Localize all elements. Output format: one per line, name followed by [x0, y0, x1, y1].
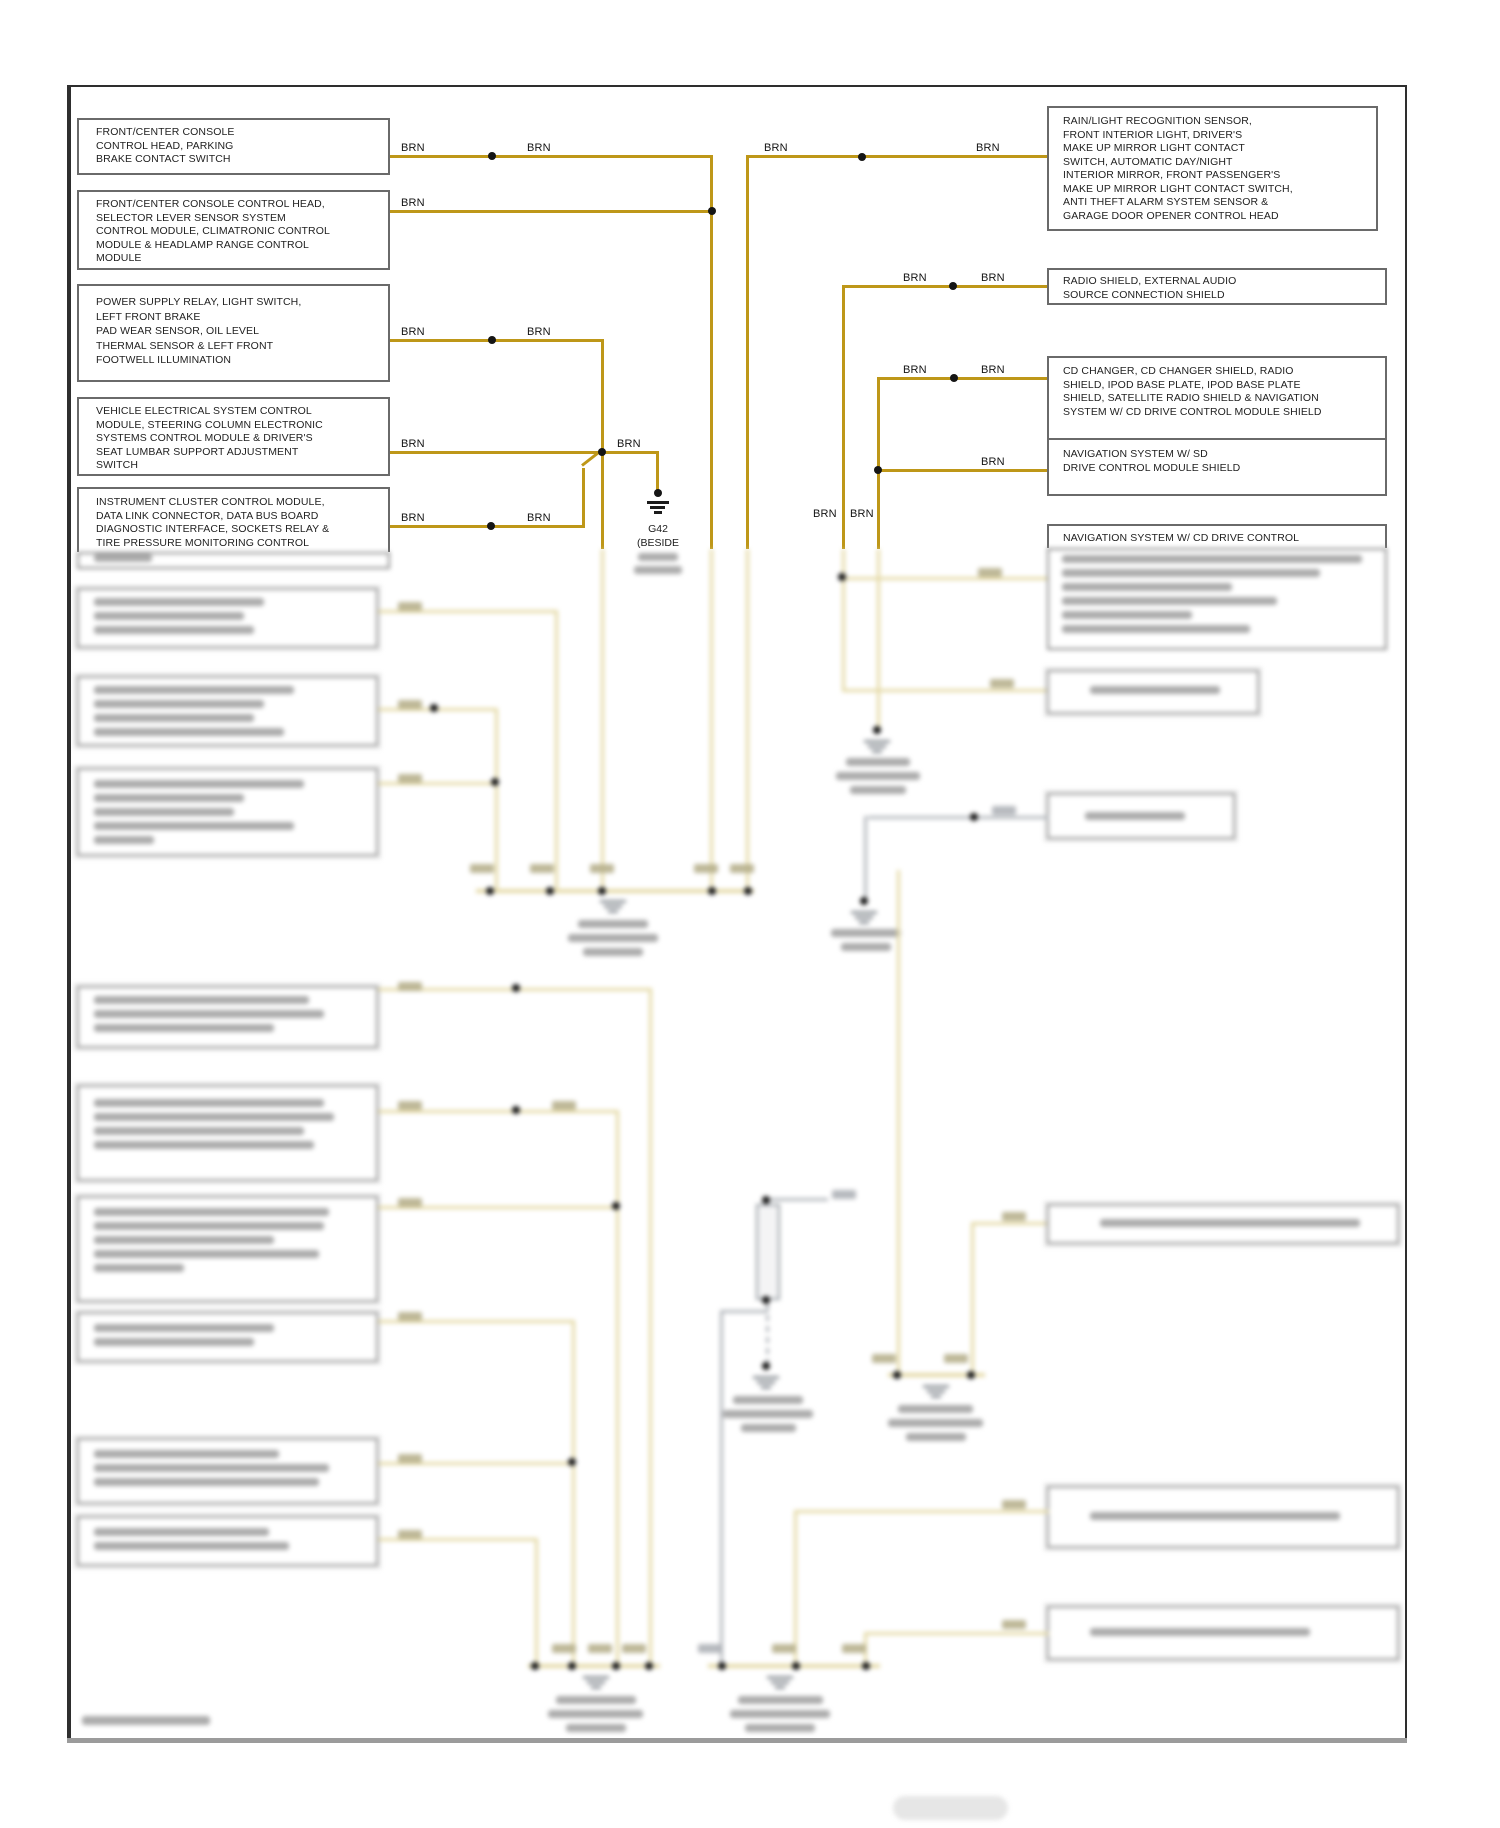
box-text-line: SWITCH — [96, 459, 139, 471]
wire-label-brn: BRN — [903, 272, 927, 284]
box-text-line: SOURCE CONNECTION SHIELD — [1063, 288, 1225, 301]
box-text-line: FRONT INTERIOR LIGHT, DRIVER'S — [1063, 128, 1243, 141]
box-text-line: POWER SUPPLY RELAY, LIGHT SWITCH, — [96, 296, 302, 308]
box-text-line: DIAGNOSTIC INTERFACE, SOCKETS RELAY & — [96, 523, 330, 535]
ground-location-label: (BESIDE — [636, 537, 680, 549]
box-text-line: ANTI THEFT ALARM SYSTEM SENSOR & — [1063, 196, 1269, 208]
box-text-line: MODULE — [96, 252, 142, 264]
stray-smudge — [893, 1796, 1008, 1820]
box-text-line: NAVIGATION SYSTEM W/ CD DRIVE CONTROL — [1063, 532, 1300, 544]
box-text-line: MAKE UP MIRROR LIGHT CONTACT — [1063, 142, 1245, 154]
wire-label-brn: BRN — [981, 272, 1005, 284]
wire-label-brn: BRN — [527, 142, 551, 154]
box-text-line: SYSTEMS CONTROL MODULE & DRIVER'S — [96, 432, 313, 444]
wire-label-brn: BRN — [527, 512, 551, 524]
wire-label-brn: BRN — [617, 438, 641, 450]
component-box-blurred — [77, 1312, 378, 1362]
wire-label-brn: BRN — [401, 142, 425, 154]
box-text-line: FOOTWELL ILLUMINATION — [96, 354, 232, 366]
box-text-line: SHIELD, IPOD BASE PLATE, IPOD BASE PLATE — [1063, 378, 1301, 391]
box-text-line: CD CHANGER, CD CHANGER SHIELD, RADIO — [1063, 365, 1294, 377]
box-text-line: INSTRUMENT CLUSTER CONTROL MODULE, — [96, 496, 325, 508]
wire-label-brn: BRN — [764, 142, 788, 154]
box-text-line: LEFT FRONT BRAKE — [96, 310, 201, 323]
box-text-line: DATA LINK CONNECTOR, DATA BUS BOARD — [96, 509, 319, 522]
wire-label-brn: BRN — [981, 364, 1005, 376]
wire-label-brn: BRN — [976, 142, 1000, 154]
box-text-line: VEHICLE ELECTRICAL SYSTEM CONTROL — [96, 405, 312, 417]
wire-label-brn: BRN — [981, 456, 1005, 468]
box-text-line: RAIN/LIGHT RECOGNITION SENSOR, — [1063, 115, 1252, 127]
box-text-line: SELECTOR LEVER SENSOR SYSTEM — [96, 211, 286, 224]
wire-label-brn: BRN — [401, 326, 425, 338]
box-text-line: FRONT/CENTER CONSOLE CONTROL HEAD, — [96, 198, 325, 210]
box-text-line: CONTROL HEAD, PARKING — [96, 139, 234, 152]
box-text-line: MAKE UP MIRROR LIGHT CONTACT SWITCH, — [1063, 182, 1293, 195]
wire-label-brn: BRN — [527, 326, 551, 338]
box-text-line: THERMAL SENSOR & LEFT FRONT — [96, 339, 274, 352]
box-text-line: DRIVE CONTROL MODULE SHIELD — [1063, 461, 1241, 474]
component-box-blurred — [77, 1516, 378, 1566]
footer-id-blurred — [82, 1716, 210, 1725]
box-text-line: CONTROL MODULE, CLIMATRONIC CONTROL — [96, 225, 330, 237]
box-text-line: MODULE & HEADLAMP RANGE CONTROL — [96, 238, 309, 251]
wire-label-brn: BRN — [401, 197, 425, 209]
wire-label-brn: BRN — [401, 512, 425, 524]
box-text-line: INTERIOR MIRROR, FRONT PASSENGER'S — [1063, 169, 1281, 181]
box-text-line: FRONT/CENTER CONSOLE — [96, 126, 235, 138]
wire-label-brn: BRN — [401, 438, 425, 450]
box-text-line: PAD WEAR SENSOR, OIL LEVEL — [96, 325, 260, 337]
box-text-line: GARAGE DOOR OPENER CONTROL HEAD — [1063, 209, 1279, 222]
box-text-line: NAVIGATION SYSTEM W/ SD — [1063, 448, 1208, 460]
box-text-line: SEAT LUMBAR SUPPORT ADJUSTMENT — [96, 445, 299, 458]
box-text-line: SWITCH, AUTOMATIC DAY/NIGHT — [1063, 155, 1233, 168]
box-text-line: TIRE PRESSURE MONITORING CONTROL — [96, 536, 310, 549]
box-text-line: MODULE, STEERING COLUMN ELECTRONIC — [96, 418, 323, 431]
ground-id-label: G42 — [648, 523, 668, 535]
inline-component-fuse — [756, 1204, 780, 1300]
wire-label-brn: BRN — [813, 508, 837, 520]
wire-label-brn: BRN — [850, 508, 874, 520]
wire-label-brn: BRN — [903, 364, 927, 376]
box-text-line: RADIO SHIELD, EXTERNAL AUDIO — [1063, 275, 1237, 287]
box-text-line: SYSTEM W/ CD DRIVE CONTROL MODULE SHIELD — [1063, 405, 1322, 418]
box-text-line: SHIELD, SATELLITE RADIO SHIELD & NAVIGATION — [1063, 392, 1319, 404]
box-text-line: BRAKE CONTACT SWITCH — [96, 153, 231, 165]
